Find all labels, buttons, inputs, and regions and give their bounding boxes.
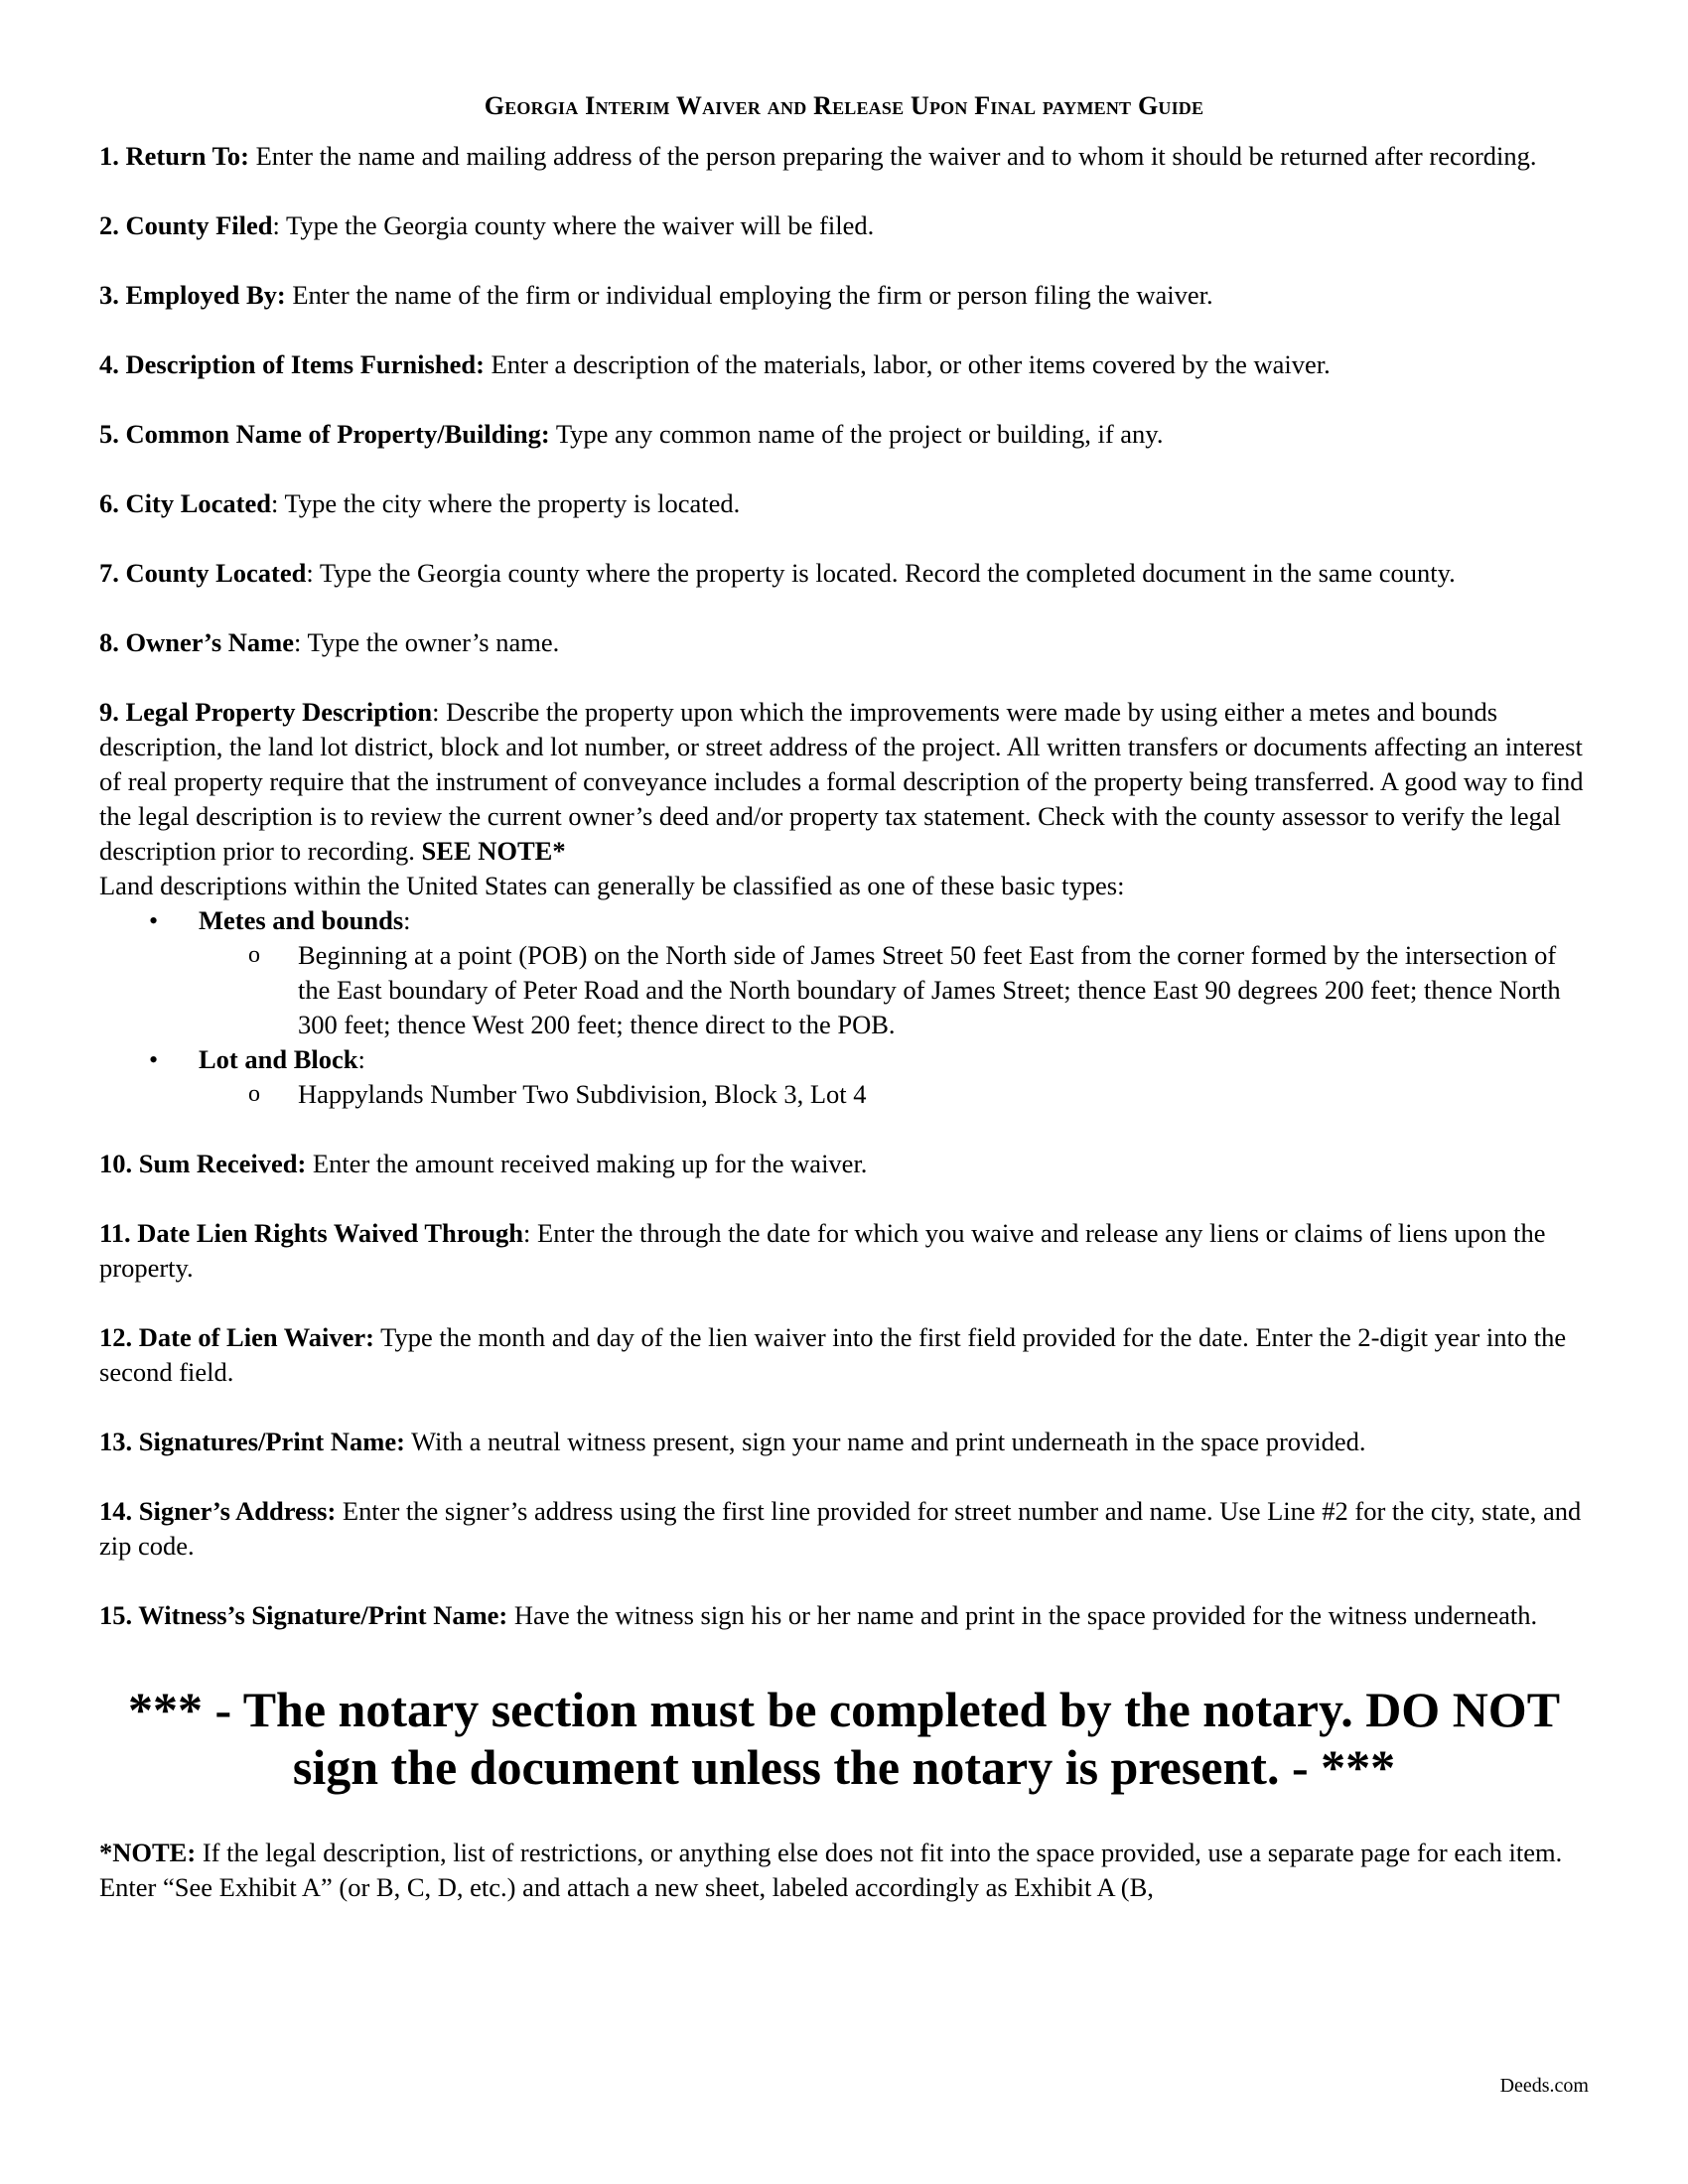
item-label: 2. County Filed [99,210,273,240]
item-label: 9. Legal Property Description [99,697,433,727]
item-label: 5. Common Name of Property/Building: [99,419,550,449]
footnote [99,1836,1589,1905]
item-label: 11. Date Lien Rights Waived Through [99,1218,524,1248]
item-text: Have the witness sign his or her name and print in the space provided for the witness underneath. [507,1600,1538,1630]
instruction-item-13 [99,1425,1589,1459]
instruction-item-4 [99,347,1589,382]
item-label: 4. Description of Items Furnished: [99,349,485,379]
item-text: : Type the Georgia county where the waiver will be filed. [272,210,875,240]
item-text: Enter the amount received making up for the waiver. [306,1149,868,1178]
item-text: Enter the name and mailing address of the person preparing the waiver and to whom it should be returned after recording. [248,141,1537,171]
instruction-item-8 [99,625,1589,660]
item-text: Type any common name of the project or building, if any. [549,419,1164,449]
notary-warning: *** - The notary section must be completed by the notary. DO NOT sign the document unless the notary is present. - *** [127,1682,1561,1795]
item-label: 13. Signatures/Print Name: [99,1427,405,1456]
instruction-item-14 [99,1494,1589,1564]
item-text: With a neutral witness present, sign your name and print underneath in the space provided. [404,1427,1366,1456]
note-label: *NOTE: [99,1838,197,1867]
item-label: 10. Sum Received: [99,1149,307,1178]
item-text: : Type the owner’s name. [294,627,560,657]
list-item: o Happylands Number Two Subdivision, Block 3, Lot 4 [199,1077,1589,1112]
item-text: Enter the signer’s address using the first line provided for street number and name. Use Line #2 for the city, state, and zip code. [99,1496,1582,1561]
item-label: 1. Return To: [99,141,249,171]
list-item [99,903,1589,1042]
example-list [199,1077,1589,1112]
list-item [99,1042,1589,1112]
instruction-item-3 [99,278,1589,313]
land-description-types [99,903,1589,1112]
instruction-item-7 [99,556,1589,591]
item-label: 14. Signer’s Address: [99,1496,337,1526]
example-list [199,938,1589,1042]
type-suffix: : [403,905,411,935]
item-text: : Enter the through the date for which you waive and release any liens or claims of liens upon the property. [99,1218,1546,1283]
item-text: : Type the city where the property is located. [270,488,741,518]
instruction-item-10 [99,1147,1589,1181]
see-note-reference: SEE NOTE* [421,836,566,866]
instruction-item-2 [99,208,1589,243]
item-text: Enter the name of the firm or individual employing the firm or person filing the waiver. [285,280,1213,310]
item-text: Enter a description of the materials, labor, or other items covered by the waiver. [484,349,1331,379]
land-description-intro: Land descriptions within the United States can generally be classified as one of these basic types: [99,871,1125,900]
item-label: 8. Owner’s Name [99,627,294,657]
instruction-item-1 [99,139,1589,174]
instruction-item-5 [99,417,1589,452]
item-text: Type the month and day of the lien waiver into the first field provided for the date. Enter the 2-digit year into the second field. [99,1322,1567,1387]
document-page [99,91,1589,1905]
item-text: : Describe the property upon which the improvements were made by using either a metes and bounds description, the land lot district, block and lot number, or street address of the project. All written transfers or documents affecting an interest of real property require that the instrument of conveyance includes a formal description of the property being transferred. A good way to find the legal description is to review the current owner’s deed and/or property tax statement. Check with the county assessor to verify the legal description prior to recording. [99,697,1584,866]
type-suffix: : [357,1044,365,1074]
list-item: o Beginning at a point (POB) on the North side of James Street 50 feet East from the corner formed by the intersection of the East boundary of Peter Road and the North boundary of James Street; thence East 90 degrees 200 feet; thence North 300 feet; thence West 200 feet; thence direct to the POB. [199,938,1589,1042]
item-label: 7. County Located [99,558,307,588]
page-title: Georgia Interim Waiver and Release Upon Final payment Guide [484,91,1204,120]
type-label: Lot and Block [199,1044,358,1074]
item-label: 6. City Located [99,488,271,518]
instruction-item-15 [99,1598,1589,1633]
type-label: Metes and bounds [199,905,404,935]
item-label: 3. Employed By: [99,280,286,310]
instruction-item-9 [99,695,1589,1112]
instruction-item-6 [99,486,1589,521]
item-label: 12. Date of Lien Waiver: [99,1322,374,1352]
item-text: : Type the Georgia county where the property is located. Record the completed document in the same county. [306,558,1456,588]
instruction-item-11 [99,1216,1589,1286]
instruction-item-12 [99,1320,1589,1390]
item-label: 15. Witness’s Signature/Print Name: [99,1600,508,1630]
footer-brand: Deeds.com [1499,2075,1589,2097]
note-text: If the legal description, list of restrictions, or anything else does not fit into the space provided, use a separate page for each item. Enter “See Exhibit A” (or B, C, D, etc.) and attach a new sheet, labeled accordingly as Exhibit A (B, [99,1838,1563,1902]
